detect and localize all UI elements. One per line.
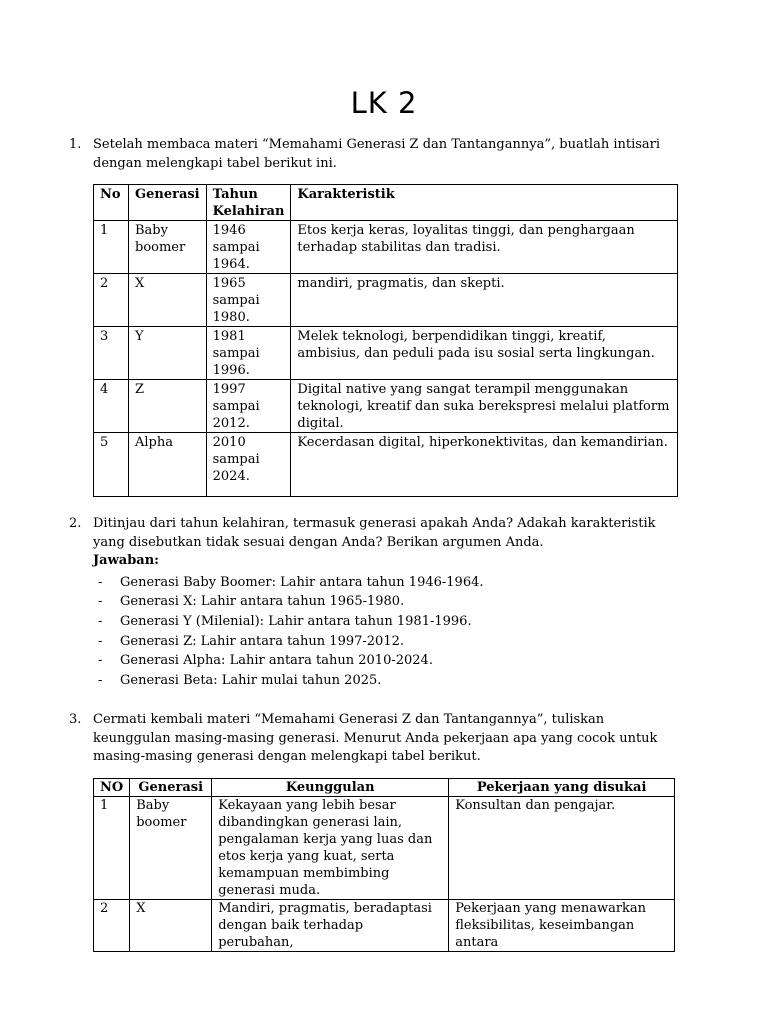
answer-text: Generasi X: Lahir antara tahun 1965-1980. bbox=[120, 594, 405, 610]
answer-list bbox=[69, 573, 679, 691]
cell-generasi: Baby boomer bbox=[130, 797, 212, 900]
cell-no: 1 bbox=[94, 221, 129, 274]
table-row bbox=[94, 380, 678, 433]
cell-tahun: 1981 sampai 1996. bbox=[206, 327, 291, 380]
table-row bbox=[94, 433, 678, 497]
cell-generasi: Baby boomer bbox=[129, 221, 207, 274]
answer-text: Generasi Alpha: Lahir antara tahun 2010-2024. bbox=[120, 653, 433, 669]
list-item bbox=[69, 651, 679, 671]
header-no: NO bbox=[94, 779, 130, 797]
cell-generasi: Alpha bbox=[129, 433, 207, 497]
question-text: Cermati kembali materi “Memahami Generasi Z dan Tantangannya”, tuliskan keunggulan masing-masing generasi. Menurut Anda pekerjaan apa yang cocok untuk masing-masing generasi dengan melengkapi tabel berikut. bbox=[93, 712, 658, 764]
table-row bbox=[94, 327, 678, 380]
question-3 bbox=[69, 711, 679, 767]
question-text: Setelah membaca materi “Memahami Generasi Z dan Tantangannya”, buatlah intisari dengan melengkapi tabel berikut ini. bbox=[93, 137, 661, 171]
cell-karakteristik: Melek teknologi, berpendidikan tinggi, kreatif, ambisius, dan peduli pada isu sosial serta lingkungan. bbox=[291, 327, 678, 380]
list-item bbox=[69, 671, 679, 691]
generation-strengths-table bbox=[93, 778, 675, 952]
bullet-dash: - bbox=[98, 574, 103, 590]
table-header-row bbox=[94, 185, 678, 221]
header-generasi: Generasi bbox=[130, 779, 212, 797]
bullet-dash: - bbox=[98, 653, 103, 669]
bullet-dash: - bbox=[98, 633, 103, 649]
table-row bbox=[94, 221, 678, 274]
cell-no: 3 bbox=[94, 327, 129, 380]
list-item bbox=[69, 632, 679, 652]
table-row bbox=[94, 797, 675, 900]
answer-text: Generasi Baby Boomer: Lahir antara tahun 1946-1964. bbox=[120, 574, 484, 590]
answer-label: Jawaban: bbox=[93, 553, 159, 568]
cell-karakteristik: Etos kerja keras, loyalitas tinggi, dan penghargaan terhadap stabilitas dan tradisi. bbox=[291, 221, 678, 274]
cell-pekerjaan: Konsultan dan pengajar. bbox=[449, 797, 675, 900]
bullet-dash: - bbox=[98, 594, 103, 610]
list-item bbox=[69, 573, 679, 593]
cell-generasi: Y bbox=[129, 327, 207, 380]
table-row bbox=[94, 900, 675, 952]
cell-keunggulan: Kekayaan yang lebih besar dibandingkan generasi lain, pengalaman kerja yang luas dan etos kerja yang kuat, serta kemampuan membimbing generasi muda. bbox=[212, 797, 449, 900]
cell-tahun: 2010 sampai 2024. bbox=[206, 433, 291, 497]
list-item bbox=[69, 612, 679, 632]
cell-tahun: 1946 sampai 1964. bbox=[206, 221, 291, 274]
header-no: No bbox=[94, 185, 129, 221]
header-pekerjaan: Pekerjaan yang disukai bbox=[449, 779, 675, 797]
cell-generasi: Z bbox=[129, 380, 207, 433]
question-number: 2. bbox=[69, 516, 82, 531]
list-item bbox=[69, 592, 679, 612]
cell-karakteristik: Kecerdasan digital, hiperkonektivitas, dan kemandirian. bbox=[291, 433, 678, 497]
question-1 bbox=[69, 136, 679, 173]
table-header-row bbox=[94, 779, 675, 797]
cell-keunggulan: Mandiri, pragmatis, beradaptasi dengan baik terhadap perubahan, bbox=[212, 900, 449, 952]
header-generasi: Generasi bbox=[129, 185, 207, 221]
header-karakteristik: Karakteristik bbox=[291, 185, 678, 221]
cell-no: 2 bbox=[94, 274, 129, 327]
question-2 bbox=[69, 515, 679, 691]
cell-generasi: X bbox=[130, 900, 212, 952]
answer-text: Generasi Beta: Lahir mulai tahun 2025. bbox=[120, 672, 382, 688]
cell-no: 1 bbox=[94, 797, 130, 900]
question-number: 3. bbox=[69, 712, 82, 727]
question-number: 1. bbox=[69, 137, 82, 152]
cell-no: 4 bbox=[94, 380, 129, 433]
header-keunggulan: Keunggulan bbox=[212, 779, 449, 797]
answer-text: Generasi Y (Milenial): Lahir antara tahun 1981-1996. bbox=[120, 613, 472, 629]
generation-characteristics-table bbox=[93, 184, 678, 497]
bullet-dash: - bbox=[98, 613, 103, 629]
cell-no: 2 bbox=[94, 900, 130, 952]
answer-text: Generasi Z: Lahir antara tahun 1997-2012. bbox=[120, 633, 404, 649]
cell-generasi: X bbox=[129, 274, 207, 327]
cell-karakteristik: Digital native yang sangat terampil menggunakan teknologi, kreatif dan suka berekspresi melalui platform digital. bbox=[291, 380, 678, 433]
question-text: Ditinjau dari tahun kelahiran, termasuk generasi apakah Anda? Adakah karakteristik yang disebutkan tidak sesuai dengan Anda? Berikan argumen Anda. bbox=[93, 516, 656, 550]
cell-pekerjaan: Pekerjaan yang menawarkan fleksibilitas, keseimbangan antara bbox=[449, 900, 675, 952]
bullet-dash: - bbox=[98, 672, 103, 688]
header-tahun-kelahiran: Tahun Kelahiran bbox=[206, 185, 291, 221]
cell-karakteristik: mandiri, pragmatis, dan skepti. bbox=[291, 274, 678, 327]
table-row bbox=[94, 274, 678, 327]
cell-no: 5 bbox=[94, 433, 129, 497]
cell-tahun: 1997 sampai 2012. bbox=[206, 380, 291, 433]
page-title: LK 2 bbox=[350, 86, 418, 120]
cell-tahun: 1965 sampai 1980. bbox=[206, 274, 291, 327]
